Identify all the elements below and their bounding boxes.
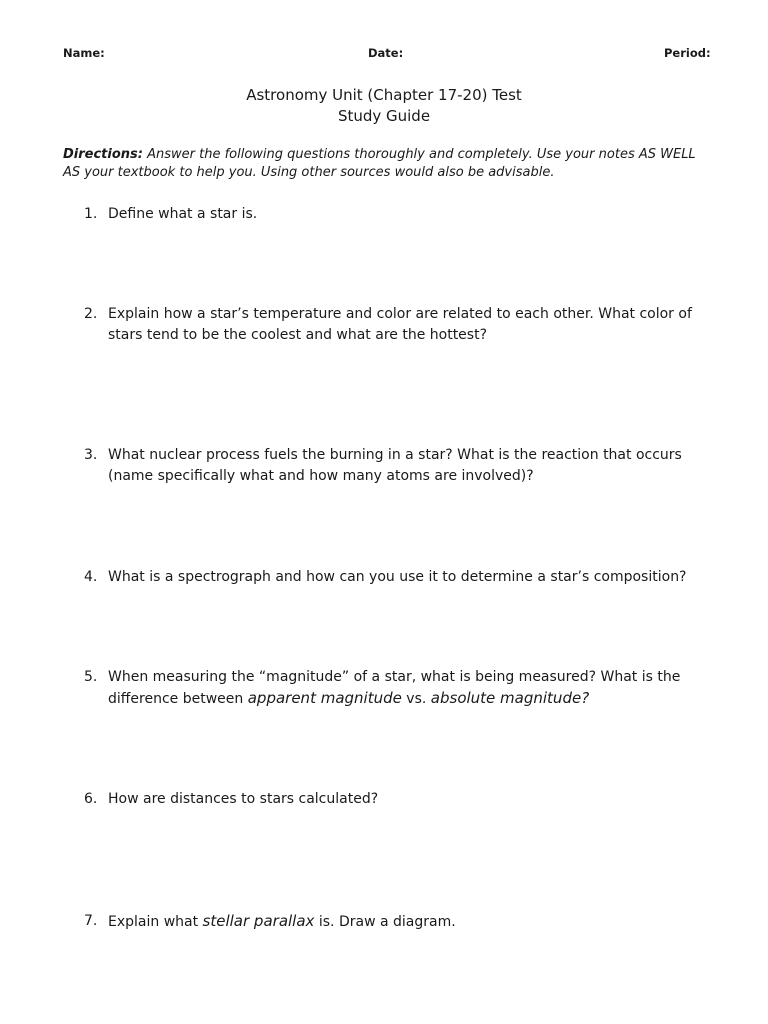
question-item <box>84 304 704 346</box>
question-item <box>84 204 704 225</box>
question-text: How are distances to stars calculated? <box>108 791 379 807</box>
question-text-part: vs. <box>401 691 431 707</box>
question-number: 3. <box>84 447 98 463</box>
directions-label: Directions: <box>63 147 143 162</box>
question-item <box>84 789 704 810</box>
question-item <box>84 667 704 710</box>
question-text: What is a spectrograph and how can you use it to determine a star’s composition? <box>108 569 687 585</box>
question-number: 5. <box>84 669 98 685</box>
question-number: 4. <box>84 569 98 585</box>
question-text: Explain how a star’s temperature and color are related to each other. What color of stars tend to be the coolest and what are the hottest? <box>108 306 692 343</box>
question-number: 1. <box>84 206 98 222</box>
page-title: Astronomy Unit (Chapter 17-20) Test <box>246 86 522 104</box>
question-text-part: When measuring the “magnitude” of a star, what is being measured? What is the difference between <box>108 669 681 707</box>
name-label: Name: <box>63 46 105 60</box>
question-text <box>108 911 704 933</box>
question-text-part: Explain what <box>108 914 203 930</box>
term-apparent-magnitude: apparent magnitude <box>247 689 402 707</box>
question-text: What nuclear process fuels the burning in a star? What is the reaction that occurs (name specifically what and how many atoms are involved)? <box>108 447 682 484</box>
question-text <box>108 667 704 710</box>
term-stellar-parallax: stellar parallax <box>202 912 315 930</box>
question-item <box>84 911 704 933</box>
question-number: 6. <box>84 791 98 807</box>
period-label: Period: <box>664 46 711 60</box>
question-text-part: is. Draw a diagram. <box>314 914 456 930</box>
question-number: 2. <box>84 306 98 322</box>
question-item <box>84 567 704 588</box>
question-text: Define what a star is. <box>108 206 258 222</box>
page-subtitle: Study Guide <box>337 107 431 125</box>
question-item <box>84 445 704 487</box>
directions-text: Answer the following questions thoroughly and completely. Use your notes AS WELL AS your textbook to help you. Using other sources would also be advisable. <box>63 147 696 180</box>
date-label: Date: <box>368 46 404 60</box>
directions <box>63 146 713 182</box>
question-number: 7. <box>84 913 98 929</box>
term-absolute-magnitude: absolute magnitude? <box>430 689 590 707</box>
